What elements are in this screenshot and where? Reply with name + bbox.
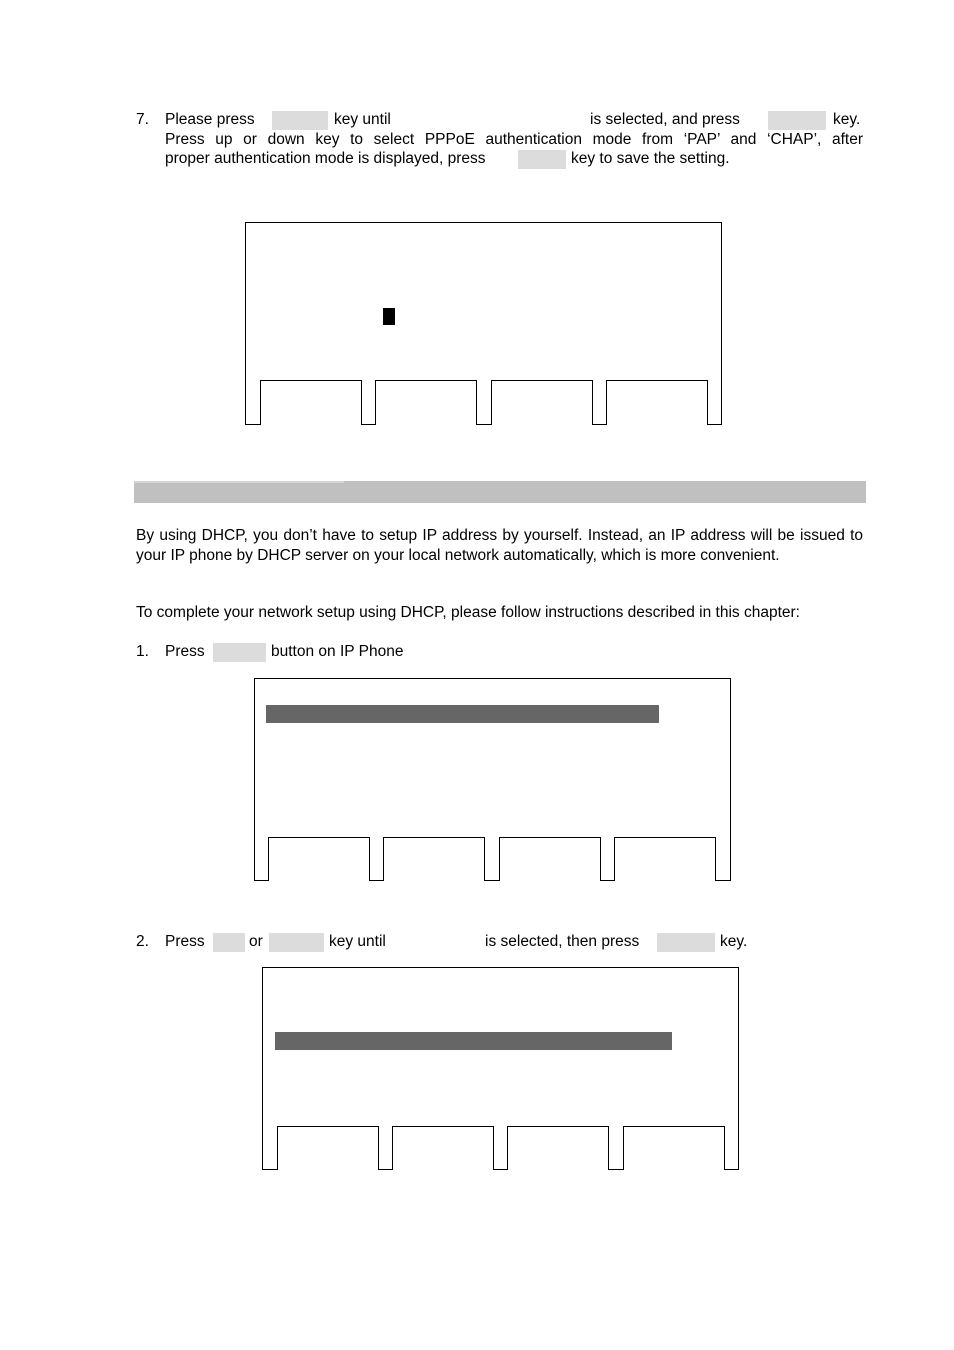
softkey-1: [260, 380, 362, 425]
softkey-2: [392, 1126, 494, 1170]
step-2-key-highlight-1: [213, 933, 245, 952]
phone-screen-menu-1: [254, 678, 731, 881]
step-7-key: key.: [833, 111, 861, 128]
step-7-key-until: key until: [334, 111, 391, 128]
step-7-line-3-before: proper authentication mode is displayed, press: [165, 150, 486, 167]
step-2-key-highlight-3: [657, 933, 715, 952]
softkey-3: [499, 837, 601, 881]
softkey-3: [507, 1126, 609, 1170]
step-7-key-highlight-1: [272, 111, 328, 130]
step-7-is-selected-press: is selected, and press: [590, 111, 740, 128]
step-1-press: Press: [165, 643, 205, 660]
softkey-3: [491, 380, 593, 425]
step-7-key-highlight-2: [768, 111, 826, 130]
step-2-number: 2.: [136, 933, 149, 950]
text-cursor: [383, 308, 395, 325]
step-2-key-until: key until: [329, 933, 386, 950]
step-2-press: Press: [165, 933, 205, 950]
step-2-key: key.: [720, 933, 748, 950]
step-1-key-highlight: [213, 643, 266, 662]
softkey-1: [277, 1126, 379, 1170]
step-2-is-selected-press: is selected, then press: [485, 933, 640, 950]
step-1-rest: button on IP Phone: [271, 643, 404, 660]
softkey-4: [606, 380, 708, 425]
step-7-please-press: Please press: [165, 111, 255, 128]
step-7-number: 7.: [136, 111, 149, 128]
softkey-4: [623, 1126, 725, 1170]
dhcp-intro-paragraph: By using DHCP, you don’t have to setup IP address by yourself. Instead, an IP address will be issued to your IP phone by DHCP server on your local network automatically, which is more convenient.: [136, 527, 863, 564]
step-7-key-highlight-3: [518, 150, 566, 169]
step-7-line-3-after: key to save the setting.: [571, 150, 730, 167]
section-heading-tab: [134, 481, 344, 483]
menu-selection-bar: [275, 1032, 672, 1050]
step-2-or: or: [249, 933, 263, 950]
softkey-2: [383, 837, 485, 881]
menu-selection-bar: [266, 705, 659, 723]
softkey-4: [614, 837, 716, 881]
step-1-number: 1.: [136, 643, 149, 660]
step-2-key-highlight-2: [269, 933, 324, 952]
phone-screen-menu-2: [262, 967, 739, 1170]
section-heading-bar: [134, 481, 866, 503]
dhcp-instructions: To complete your network setup using DHCP, please follow instructions described in this chapter:: [136, 604, 800, 621]
phone-screen-pppoe-auth: [245, 222, 722, 425]
step-7-line-2: Press up or down key to select PPPoE authentication mode from ‘PAP’ and ‘CHAP’, after: [165, 131, 863, 148]
softkey-2: [375, 380, 477, 425]
softkey-1: [268, 837, 370, 881]
